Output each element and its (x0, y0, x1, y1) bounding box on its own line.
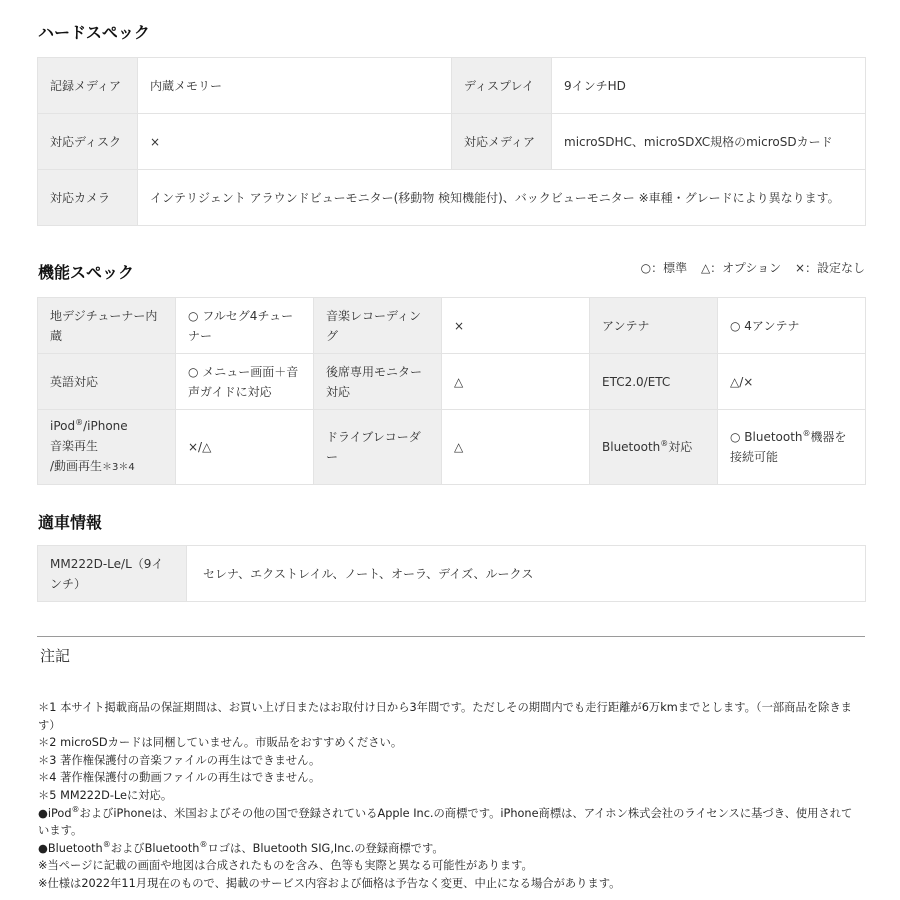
hard-spec-title: ハードスペック (38, 23, 150, 42)
spec-label: 対応メディア (452, 114, 552, 170)
bluetooth-value-rest: 機器を接続可能 (730, 430, 847, 464)
spec-value: × (138, 114, 452, 170)
notes-list (38, 699, 860, 893)
spec-value: ×/△ (176, 410, 314, 485)
note-item: ※当ページに記載の画面や地図は合成されたものを含み、色等も実際と異なる可能性があります。 (38, 859, 533, 873)
bluetooth-label: Bluetooth (602, 440, 661, 454)
note-item: ＊1 本サイト掲載商品の保証期間は、お買い上げ日またはお取付け日から3年間です。ただしその期間内でも走行距離が6万kmまでとします。（一部商品を除きます） (38, 701, 852, 732)
note-item: ※仕様は2022年11月現在のもので、掲載のサービス内容および価格は予告なく変更、中止になる場合があります。 (38, 876, 621, 890)
compatible-cars-table (37, 545, 866, 602)
spec-value (718, 410, 866, 485)
note-item: ＊2 microSDカードは同梱していません。市販品をおすすめください。 (38, 736, 403, 750)
spec-value: 9インチHD (552, 58, 866, 114)
spec-label: 後席専用モニター対応 (314, 354, 442, 410)
function-spec-title: 機能スペック (38, 263, 135, 282)
hard-spec-table (37, 57, 866, 226)
model-label: MM222D-Le/L（9インチ） (38, 546, 187, 602)
note-item (38, 840, 860, 858)
note-bt-rest: ロゴは、Bluetooth SIG,Inc.の登録商標です。 (207, 841, 444, 855)
note-bt-mid: およびBluetooth (110, 841, 200, 855)
support-label: 対応 (668, 440, 693, 454)
spec-label: 記録メディア (38, 58, 138, 114)
video-label: /動画再生 (50, 459, 103, 473)
spec-value: × (442, 298, 590, 354)
ipod-label: iPod (50, 419, 76, 433)
function-spec-table (37, 297, 866, 485)
spec-value: ○ 4アンテナ (718, 298, 866, 354)
divider (37, 636, 865, 637)
legend-item: ○：標準 (640, 261, 688, 275)
registered-mark: ® (660, 439, 669, 448)
note-item: ＊4 著作権保護付の動画ファイルの再生はできません。 (38, 771, 321, 785)
note-item (38, 805, 860, 840)
spec-label: ディスプレイ (452, 58, 552, 114)
spec-label (38, 410, 176, 485)
spec-label: 対応ディスク (38, 114, 138, 170)
music-label: 音楽再生 (50, 439, 99, 453)
table-row (38, 410, 866, 485)
registered-mark: ® (75, 418, 84, 427)
spec-label: 英語対応 (38, 354, 176, 410)
spec-value: インテリジェント アラウンドビューモニター(移動物 検知機能付)、バックビューモニター ※車種・グレードにより異なります。 (138, 170, 866, 226)
spec-label: アンテナ (590, 298, 718, 354)
spec-value: △/× (718, 354, 866, 410)
note-ipod-rest: およびiPhoneは、米国およびその他の国で登録されているApple Inc.の商標です。iPhone商標は、アイホン株式会社のライセンスに基づき、使用されています。 (38, 806, 853, 838)
note-item: ＊5 MM222D-Leに対応。 (38, 788, 173, 802)
spec-label (590, 410, 718, 485)
spec-label: ETC2.0/ETC (590, 354, 718, 410)
spec-value: microSDHC、microSDXC規格のmicroSDカード (552, 114, 866, 170)
spec-label: 対応カメラ (38, 170, 138, 226)
legend-item: ×：設定なし (794, 261, 865, 275)
spec-label: ドライブレコーダー (314, 410, 442, 485)
registered-mark: ® (71, 804, 80, 814)
footnote-ref: ＊3＊4 (102, 462, 135, 473)
notes-title: 注記 (40, 647, 71, 665)
table-row (38, 546, 866, 602)
table-row (38, 170, 866, 226)
table-row (38, 298, 866, 354)
legend-item: △：オプション (700, 261, 782, 275)
table-row (38, 114, 866, 170)
table-row (38, 58, 866, 114)
note-bt: ●Bluetooth (38, 841, 103, 855)
iphone-label: /iPhone (83, 419, 128, 433)
bluetooth-value: ○ Bluetooth (730, 430, 803, 444)
table-row (38, 354, 866, 410)
spec-label: 音楽レコーディング (314, 298, 442, 354)
note-item: ＊3 著作権保護付の音楽ファイルの再生はできません。 (38, 753, 321, 767)
spec-value: △ (442, 410, 590, 485)
spec-value: ○ メニュー画面＋音声ガイドに対応 (176, 354, 314, 410)
cars-value: セレナ、エクストレイル、ノート、オーラ、デイズ、ルークス (187, 546, 866, 602)
spec-label: 地デジチューナー内蔵 (38, 298, 176, 354)
symbol-legend (631, 259, 865, 276)
note-ipod: ●iPod (38, 806, 72, 820)
compatible-cars-title: 適車情報 (38, 513, 103, 532)
spec-value: △ (442, 354, 590, 410)
registered-mark: ® (102, 839, 111, 849)
registered-mark: ® (802, 429, 811, 438)
spec-value: ○ フルセグ4チューナー (176, 298, 314, 354)
registered-mark: ® (199, 839, 208, 849)
spec-value: 内蔵メモリー (138, 58, 452, 114)
